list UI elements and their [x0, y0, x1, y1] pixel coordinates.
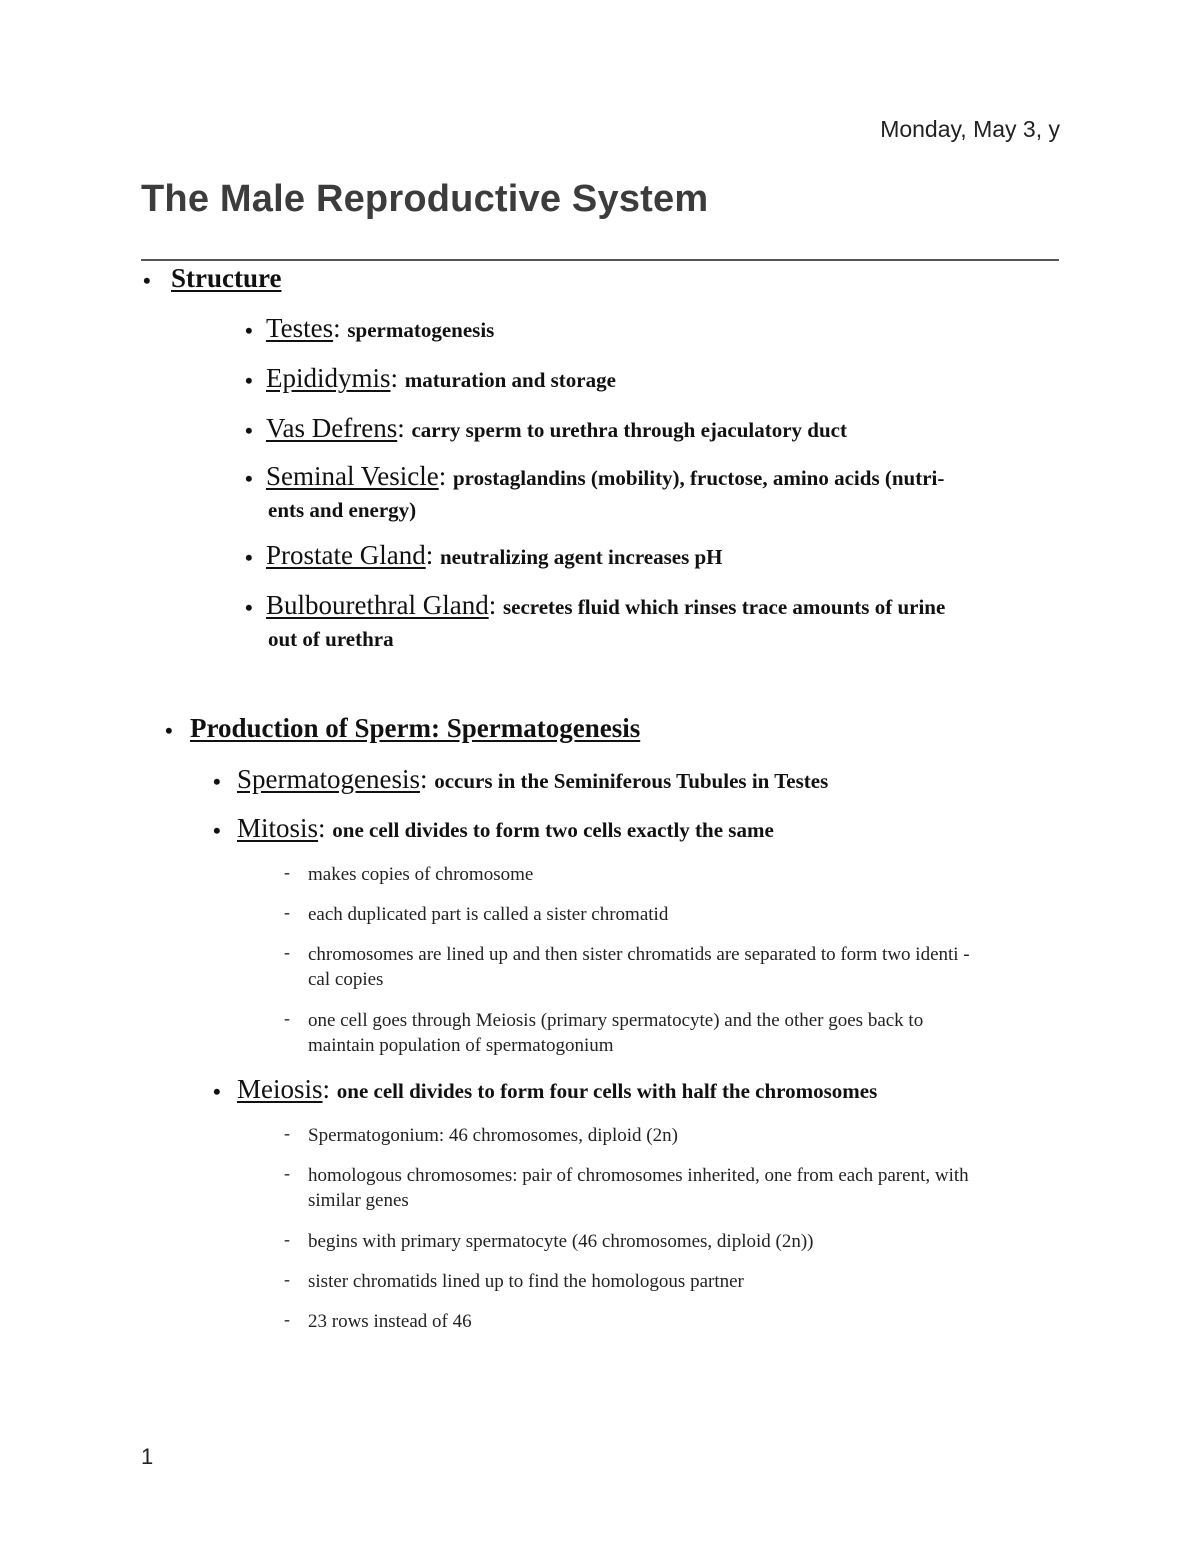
bullet-icon: •: [213, 769, 221, 794]
term-label: Mitosis: [237, 813, 319, 843]
bullet-icon: •: [143, 268, 151, 293]
sub-point: sister chromatids lined up to find the homologous partner: [308, 1271, 744, 1292]
dash-bullet: -: [284, 942, 290, 962]
bullet-icon: •: [245, 466, 253, 491]
term-description: maturation and storage: [404, 368, 616, 392]
list-item: Vas Defrens: carry sperm to urethra through ejaculatory duct: [266, 413, 847, 443]
term-description-continued: ents and energy): [268, 498, 417, 522]
term-description: occurs in the Seminiferous Tubules in Testes: [434, 769, 829, 793]
sub-point-continued: similar genes: [308, 1190, 409, 1211]
list-item: Testes: spermatogenesis: [266, 313, 495, 343]
dash-bullet: -: [284, 1163, 290, 1183]
list-item: Epididymis: maturation and storage: [266, 363, 616, 393]
term-label: Epididymis: [266, 363, 391, 393]
term-description: one cell divides to form four cells with half the chromosomes: [336, 1079, 878, 1103]
sub-point: Spermatogonium: 46 chromosomes, diploid (2n): [308, 1125, 678, 1146]
dash-bullet: -: [284, 1229, 290, 1249]
dash-bullet: -: [284, 1309, 290, 1329]
term-description: prostaglandins (mobility), fructose, amino acids (nutri-: [452, 466, 945, 490]
term-description: secretes fluid which rinses trace amounts of urine: [502, 595, 946, 619]
sub-point: one cell goes through Meiosis (primary spermatocyte) and the other goes back to: [308, 1010, 924, 1031]
list-item: Bulbourethral Gland: secretes fluid which rinses trace amounts of urine: [266, 590, 946, 620]
document-date: Monday, May 3, y: [880, 116, 1060, 142]
page-number: 1: [141, 1444, 154, 1469]
term-label: Meiosis: [237, 1074, 323, 1104]
term-label: Spermatogenesis: [237, 764, 420, 794]
list-item: Spermatogenesis: occurs in the Seminiferous Tubules in Testes: [237, 764, 829, 794]
section-heading-structure: Structure: [171, 263, 282, 293]
bullet-icon: •: [245, 318, 253, 343]
term-label: Bulbourethral Gland: [266, 590, 489, 620]
list-item: Meiosis: one cell divides to form four cells with half the chromosomes: [237, 1074, 878, 1104]
sub-point: begins with primary spermatocyte (46 chromosomes, diploid (2n)): [308, 1231, 814, 1252]
bullet-icon: •: [245, 595, 253, 620]
term-description: neutralizing agent increases pH: [440, 545, 723, 569]
dash-bullet: -: [284, 902, 290, 922]
bullet-icon: •: [245, 418, 253, 443]
term-description: spermatogenesis: [347, 318, 495, 342]
dash-bullet: -: [284, 1269, 290, 1289]
sub-point-continued: cal copies: [308, 969, 384, 990]
term-label: Vas Defrens: [266, 413, 398, 443]
dash-bullet: -: [284, 862, 290, 882]
bullet-icon: •: [165, 718, 173, 743]
sub-point: each duplicated part is called a sister chromatid: [308, 904, 669, 925]
page-title: The Male Reproductive System: [141, 178, 709, 220]
term-description: carry sperm to urethra through ejaculatory duct: [411, 418, 847, 442]
bullet-icon: •: [213, 818, 221, 843]
bullet-icon: •: [245, 368, 253, 393]
sub-point: homologous chromosomes: pair of chromosomes inherited, one from each parent, with: [308, 1165, 969, 1186]
term-description: one cell divides to form two cells exactly the same: [332, 818, 774, 842]
sub-point: makes copies of chromosome: [308, 864, 534, 885]
term-label: Prostate Gland: [266, 540, 426, 570]
list-item: Prostate Gland: neutralizing agent increases pH: [266, 540, 723, 570]
term-label: Seminal Vesicle: [266, 461, 439, 491]
dash-bullet: -: [284, 1008, 290, 1028]
bullet-icon: •: [245, 545, 253, 570]
dash-bullet: -: [284, 1123, 290, 1143]
term-label: Testes: [266, 313, 334, 343]
sub-point: chromosomes are lined up and then sister chromatids are separated to form two identi -: [308, 944, 970, 965]
section-heading-production: Production of Sperm: Spermatogenesis: [190, 713, 641, 743]
term-description-continued: out of urethra: [268, 627, 394, 651]
list-item: Seminal Vesicle: prostaglandins (mobility), fructose, amino acids (nutri-: [266, 461, 945, 491]
bullet-icon: •: [213, 1079, 221, 1104]
sub-point: 23 rows instead of 46: [308, 1311, 472, 1332]
sub-point-continued: maintain population of spermatogonium: [308, 1035, 614, 1056]
title-divider: [141, 259, 1059, 261]
list-item: Mitosis: one cell divides to form two cells exactly the same: [237, 813, 774, 843]
